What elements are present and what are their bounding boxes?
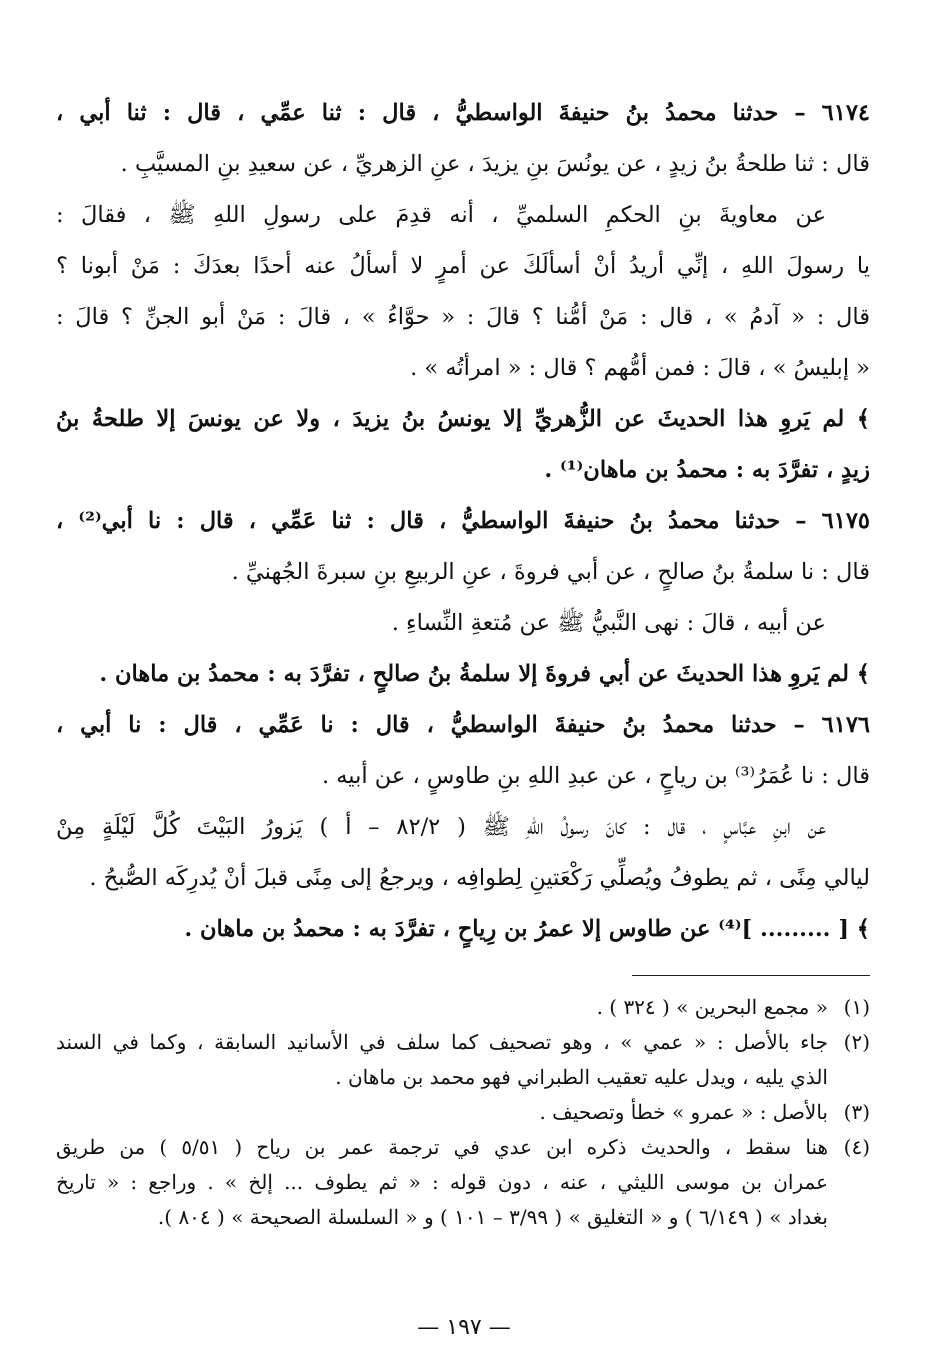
commentary-line: ﴾ لم يَروِ هذا الحديثَ عن الزُّهريِّ إلا يونسُ بنُ يزيدَ ، ولا عن يونسَ إلا طلحةُ بنُ bbox=[56, 406, 870, 432]
footnote-number: (١) bbox=[843, 995, 870, 1019]
footnote-divider bbox=[632, 975, 870, 976]
hadith-line: عن أبيه ، قالَ : نهى النَّبيُّ ﷺ عن مُتعةِ النِّساءِ . bbox=[391, 610, 826, 636]
hadith-line: ٦١٧٥ – حدثنا محمدُ بنُ حنيفةَ الواسطيُّ ، قال : ثنا عَمِّي ، قال : نا أبي⁽²⁾ ، bbox=[56, 508, 870, 534]
commentary-line: زيدٍ ، تفرَّدَ به : محمدُ بن ماهان⁽¹⁾ . bbox=[544, 457, 870, 483]
footnote-number: (٢) bbox=[843, 1030, 870, 1054]
footnote-4 bbox=[56, 1130, 870, 1235]
hadith-line: قال : نا سلمةُ بنُ صالحٍ ، عن أبي فروةَ ، عنِ الربيعِ بنِ سبرةَ الجُهنيِّ . bbox=[231, 559, 870, 585]
page-number: — ١٩٧ — bbox=[417, 1315, 511, 1340]
footnote-text: بالأصل : « عمرو » خطأ وتصحيف . bbox=[539, 1100, 828, 1124]
footnote-3 bbox=[56, 1095, 870, 1130]
hadith-line: قال : ثنا طلحةُ بنُ زيدٍ ، عن يونُسَ بنِ يزيدَ ، عنِ الزهريِّ ، عن سعيدِ بنِ المسيَّبِ . bbox=[120, 151, 870, 177]
hadith-line: عن معاويةَ بنِ الحكمِ السلميِّ ، أنه قدِمَ على رسولِ اللهِ ﷺ ، فقالَ : bbox=[56, 202, 826, 228]
footnote-text: عمران بن موسى الليثي ، عنه ، دون قوله : « ثم يطوف ... إلخ » . وراجع : « تاريخ bbox=[56, 1170, 828, 1194]
hadith-line: ليالي مِنًى ، ثم يطوفُ ويُصلِّي رَكْعَتينِ لِطوافِه ، ويرجعُ إلى مِنًى قبلَ أنْ يُدرِكَه الصُّبحُ . bbox=[89, 865, 870, 891]
hadith-line: « إبليسُ » ، قالَ : فمن أمُّهم ؟ قال : « امرأتُه » . bbox=[410, 355, 870, 381]
hadith-line: عن ابنِ عبَّاسٍ ، قال : كانَ رسولُ اللهِ ﷺ ( ٨٢/٢ – أ ) يَزورُ البَيْتَ كُلَّ لَيْلَةٍ مِنْ bbox=[56, 814, 826, 840]
hadith-line: يا رسولَ اللهِ ، إنِّي أريدُ أنْ أسألَكَ عن أمرٍ لا أسألُ عنه أحدًا بعدَكَ : مَنْ أبونا ؟ bbox=[56, 253, 870, 279]
footnote-text: بغداد » ( ٦/١٤٩ ) و « التغليق » ( ٣/٩٩ – ١٠١ ) و « السلسلة الصحيحة » ( ٨٠٤ ). bbox=[157, 1205, 828, 1229]
footnote-text: هنا سقط ، والحديث ذكره ابن عدي في ترجمة عمر بن رياح ( ٥/٥١ ) من طريق bbox=[56, 1135, 828, 1159]
footnote-1 bbox=[56, 990, 870, 1025]
footnote-number: (٣) bbox=[843, 1100, 870, 1124]
hadith-line: ٦١٧٤ – حدثنا محمدُ بنُ حنيفةَ الواسطيُّ ، قال : ثنا عمِّي ، قال : ثنا أبي ، bbox=[56, 100, 870, 126]
footnote-number: (٤) bbox=[843, 1135, 870, 1159]
commentary-line: ﴾ [ ......... ]⁽⁴⁾ عن طاوس إلا عمرُ بن رِياحٍ ، تفرَّدَ به : محمدُ بن ماهان . bbox=[184, 916, 870, 942]
commentary-line: ﴾ لم يَروِ هذا الحديثَ عن أبي فروةَ إلا سلمةُ بنُ صالحٍ ، تفرَّدَ به : محمدُ بن ماهان . bbox=[99, 661, 870, 687]
footnote-text: جاء بالأصل : « عمي » ، وهو تصحيف كما سلف في الأسانيد السابقة ، وكما في السند bbox=[56, 1030, 828, 1054]
hadith-6176 bbox=[56, 700, 870, 955]
hadith-line: قال : « آدمُ » ، قال : مَنْ أمُّنا ؟ قالَ : « حوَّاءُ » ، قالَ : مَنْ أبو الجنِّ ؟ قالَ : bbox=[56, 304, 870, 330]
footnote-text: الذي يليه ، ويدل عليه تعقيب الطبراني فهو محمد بن ماهان . bbox=[335, 1065, 828, 1089]
footnote-2 bbox=[56, 1025, 870, 1095]
hadith-6175 bbox=[56, 496, 870, 700]
hadith-6174 bbox=[56, 88, 870, 496]
hadith-line: ٦١٧٦ – حدثنا محمدُ بنُ حنيفةَ الواسطيُّ ، قال : نا عَمِّي ، قال : نا أبي ، bbox=[56, 712, 870, 738]
hadith-line: قال : نا عُمَرُ⁽³⁾ بن رياحٍ ، عن عبدِ اللهِ بنِ طاوسٍ ، عن أبيه . bbox=[321, 763, 870, 789]
footnote-text: « مجمع البحرين » ( ٣٢٤ ) . bbox=[596, 995, 828, 1019]
footnotes bbox=[56, 990, 870, 1235]
